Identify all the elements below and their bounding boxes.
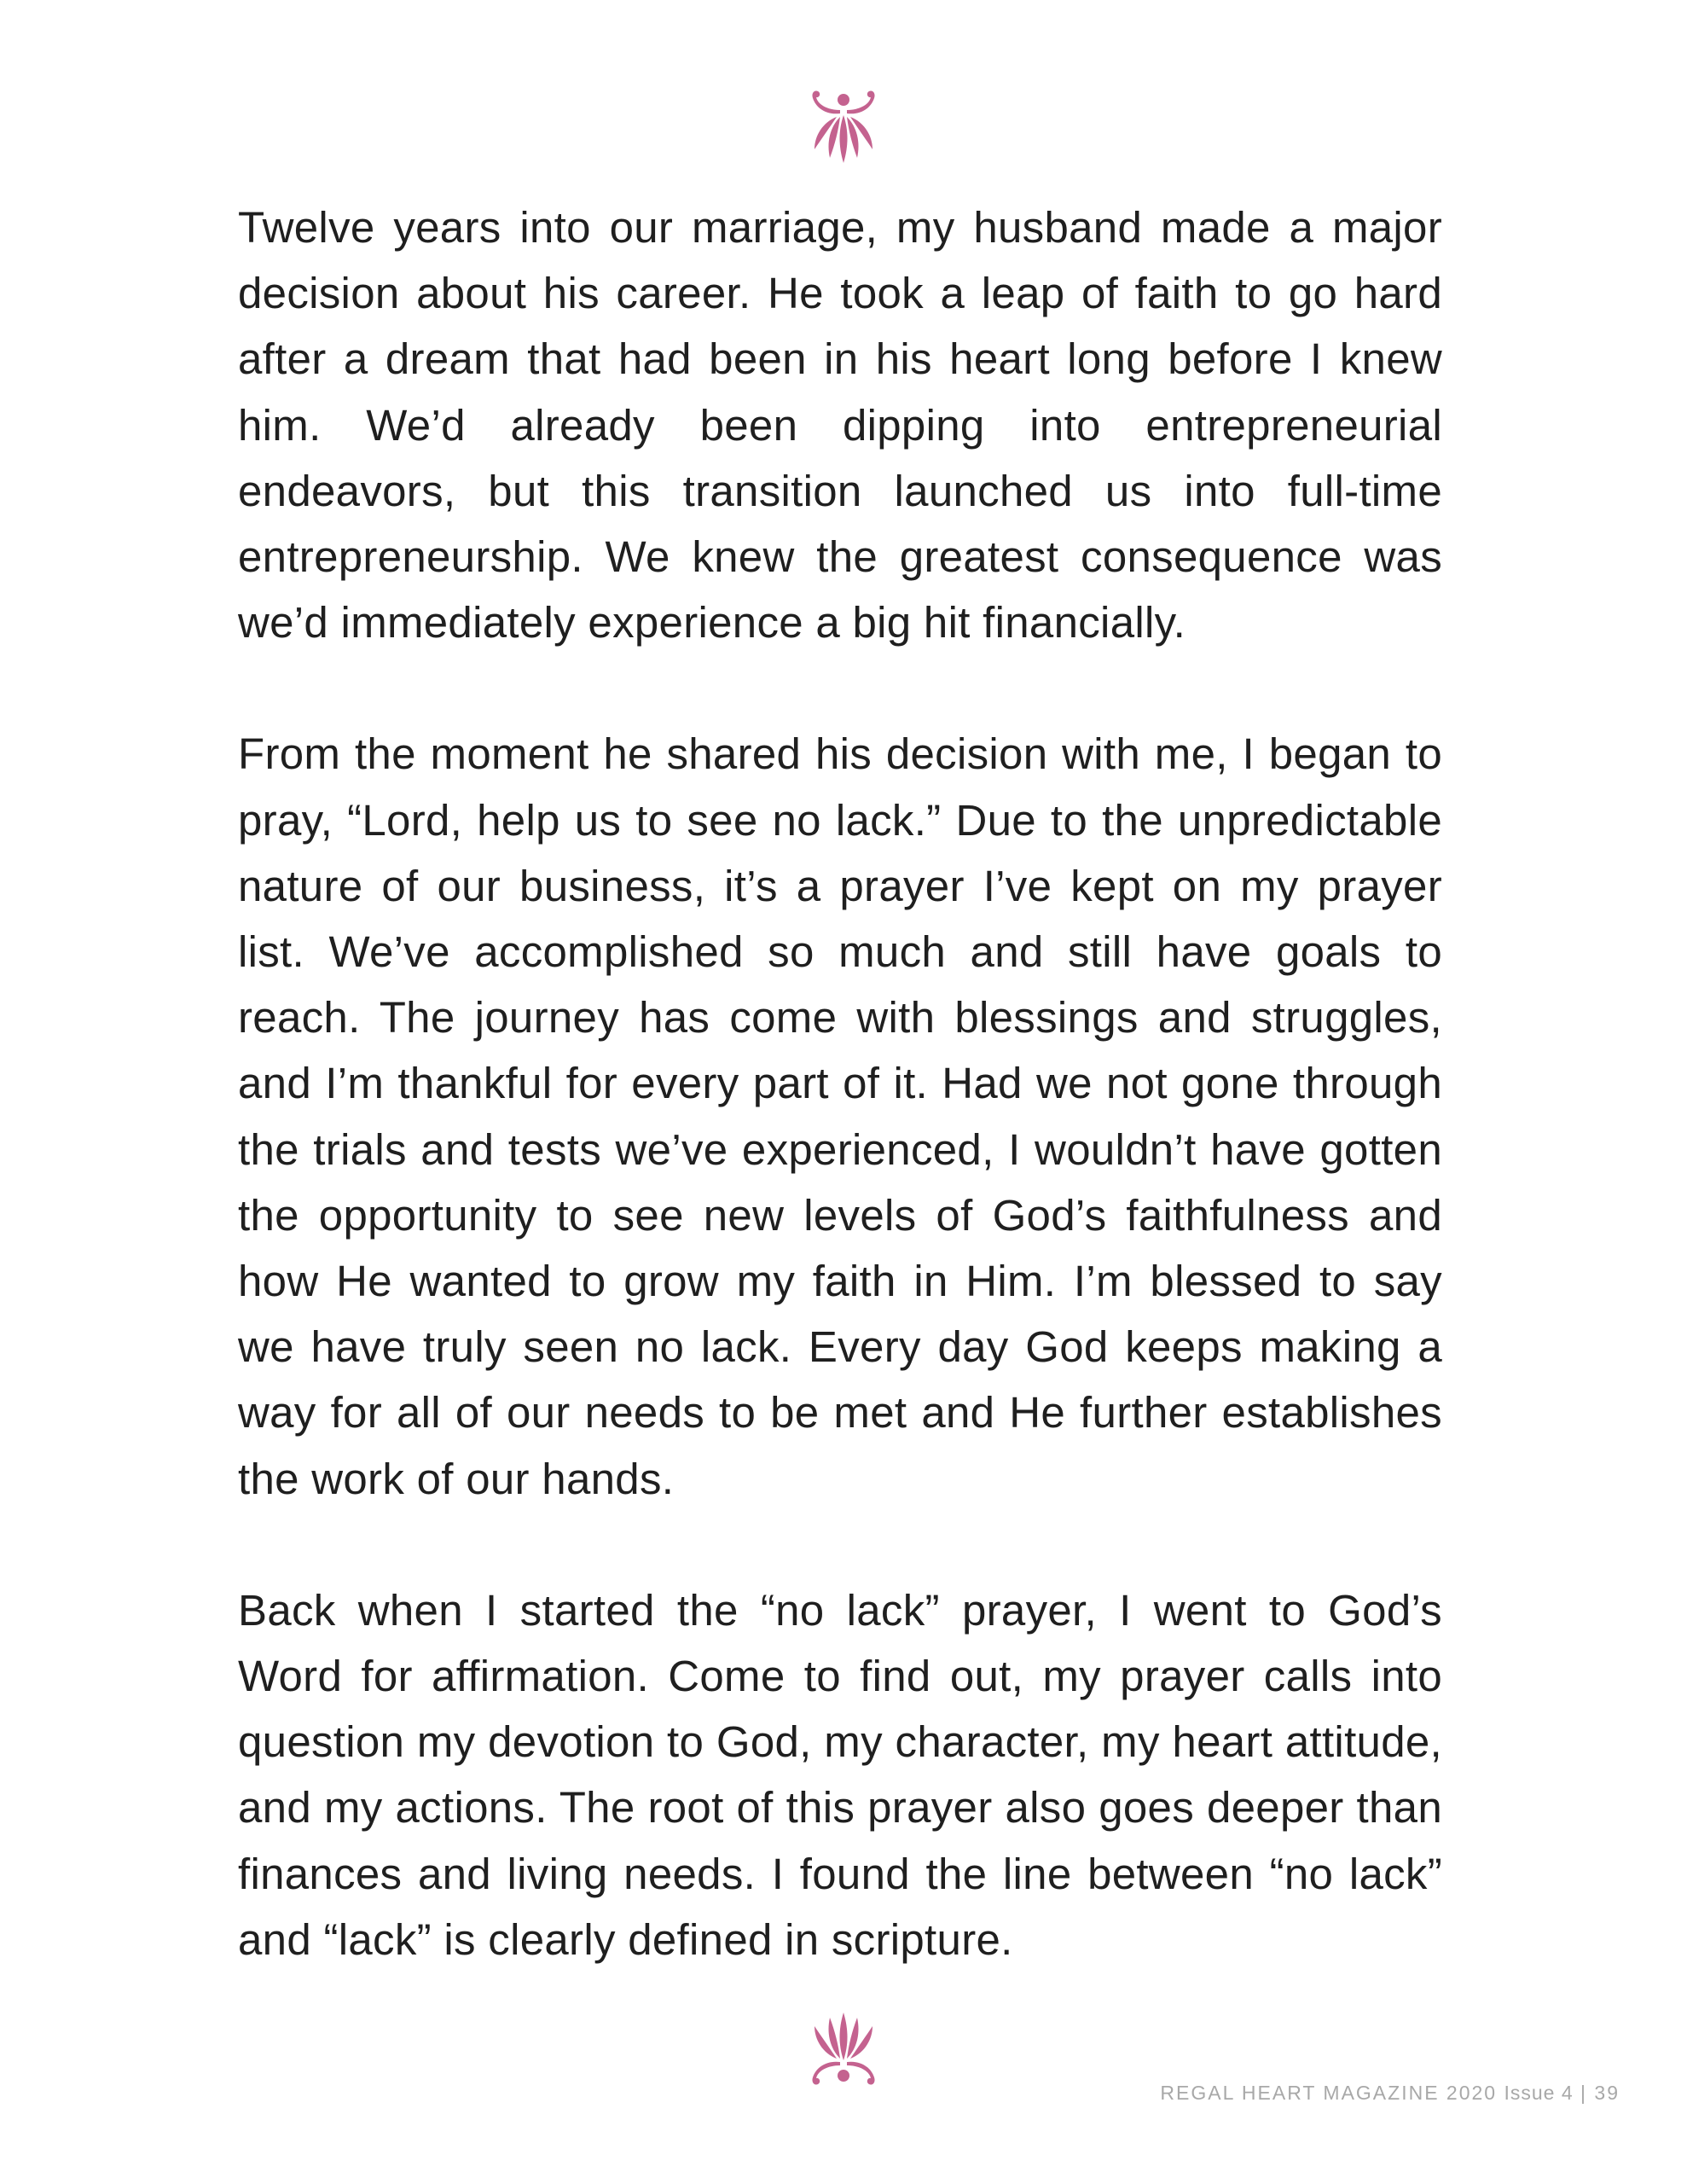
magazine-name: REGAL HEART MAGAZINE 2020 bbox=[1160, 2082, 1498, 2104]
footer-separator: | bbox=[1580, 2082, 1588, 2104]
paragraph: Twelve years into our marriage, my husband made a major decision about his career. He took a leap of faith to go hard after a dream that had been in his heart long before I knew him. We’d already been dipping into entrepreneurial endeavors, but this transition launched us into full-time entrepreneurship. We knew the greatest consequence was we’d immediately experience a big hit financially. bbox=[238, 203, 1442, 648]
top-ornament bbox=[0, 90, 1687, 166]
article-body bbox=[238, 195, 1442, 1972]
issue-label: Issue 4 bbox=[1504, 2082, 1574, 2104]
paragraph: From the moment he shared his decision with me, I began to pray, “Lord, help us to see no lack.” Due to the unpredictable nature of our business, it’s a prayer I’ve kept on my prayer list. We’ve accomplished so much and still have goals to reach. The journey has come with blessings and struggles, and I’m thankful for every part of it. Had we not gone through the trials and tests we’ve experienced, I wouldn’t have gotten the opportunity to see new levels of God’s faithfulness and how He wanted to grow my faith in Him. I’m blessed to say we have truly seen no lack. Every day God keeps making a way for all of our needs to be met and He further establishes the work of our hands. bbox=[238, 729, 1442, 1503]
bottom-ornament bbox=[0, 2009, 1687, 2086]
paragraph: Back when I started the “no lack” prayer, I went to God’s Word for affirmation. Come to find out, my prayer calls into question my devotion to God, my character, my heart attitude, and my actions. The root of this prayer also goes deeper than finances and living needs. I found the line between “no lack” and “lack” is clearly defined in scripture. bbox=[238, 1585, 1442, 1964]
page-number: 39 bbox=[1594, 2082, 1620, 2104]
fleur-ornament-icon bbox=[801, 90, 886, 166]
fleur-ornament-inverted-icon bbox=[801, 2009, 886, 2086]
page-footer bbox=[1160, 2082, 1620, 2105]
